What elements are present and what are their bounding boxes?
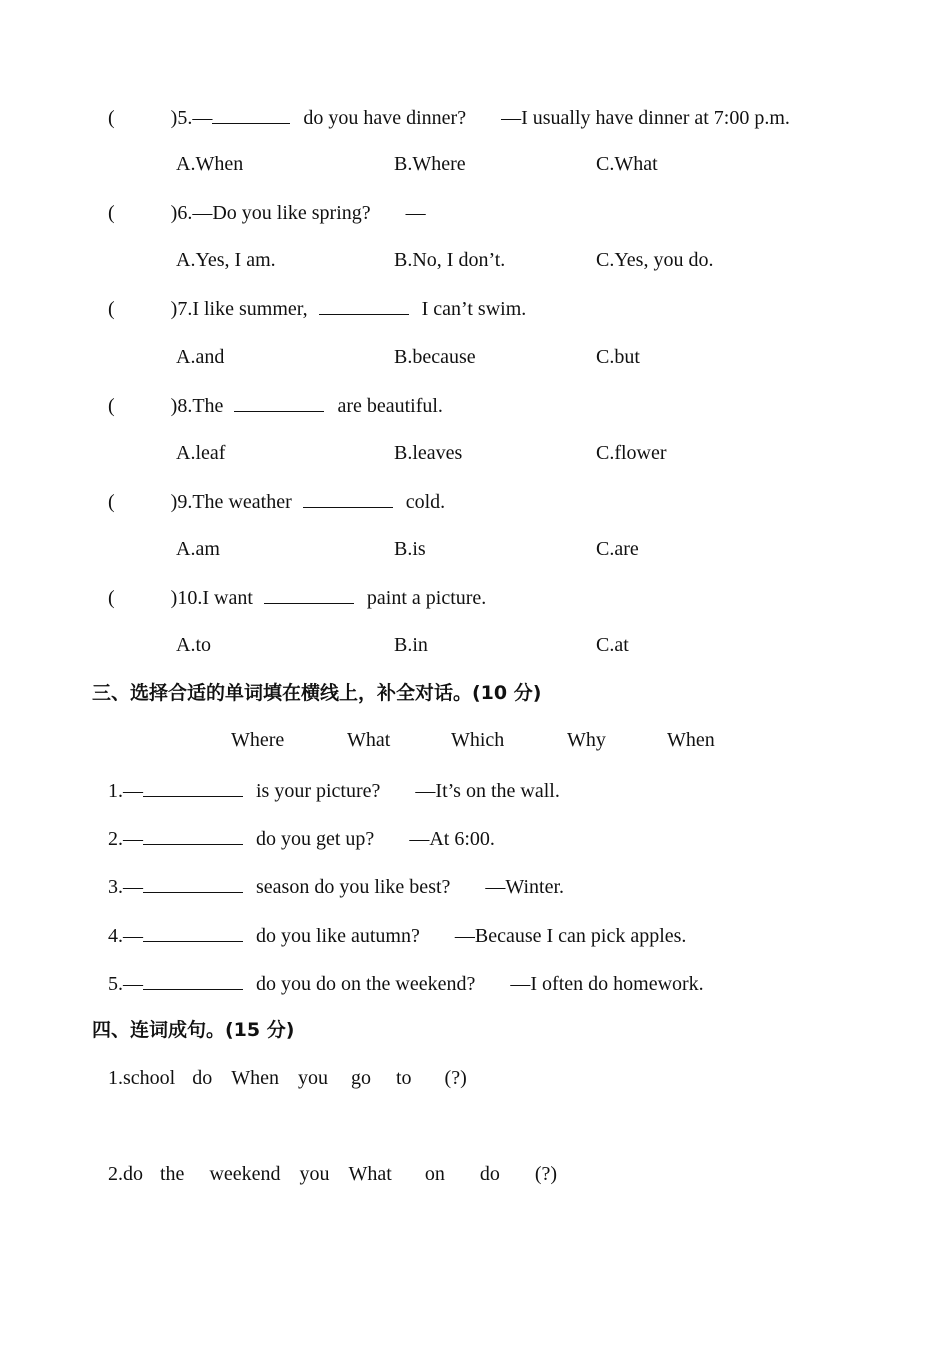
answer-paren: ( (108, 107, 115, 129)
word-bank-item: When (667, 729, 715, 751)
reorder-item-1 (108, 1066, 467, 1090)
question-9 (108, 489, 445, 514)
section-4-title: 四、连词成句。(15 分) (92, 1019, 295, 1041)
option-b: B.Where (394, 153, 466, 175)
scrambled-word: do (123, 1163, 143, 1185)
scrambled-word: you (297, 1067, 328, 1089)
dialogue-item-4 (108, 923, 686, 948)
option-b: B.is (394, 538, 426, 560)
item-reply: —I often do homework. (510, 973, 704, 995)
item-number: 1.— (108, 780, 143, 802)
question-number: )10. (170, 587, 203, 609)
option-b: B.in (394, 634, 428, 656)
option-b: B.leaves (394, 442, 463, 464)
answer-blank[interactable] (212, 105, 290, 124)
item-number: 2.— (108, 828, 143, 850)
answer-blank[interactable] (143, 874, 243, 893)
dash: — (192, 107, 213, 129)
section-3-title: 三、选择合适的单词填在横线上，补全对话。(10 分) (92, 682, 542, 704)
question-text: —Do you like spring? (192, 202, 371, 224)
item-reply: —Winter. (485, 876, 565, 898)
answer-blank[interactable] (143, 923, 243, 942)
answer-dash: — (405, 202, 426, 224)
option-a: A.and (176, 346, 225, 368)
item-text: do you do on the weekend? (256, 973, 476, 995)
item-reply: —Because I can pick apples. (454, 925, 687, 947)
option-c: C.are (596, 538, 639, 560)
question-text: The weather (192, 491, 292, 513)
scrambled-word: weekend (209, 1163, 281, 1185)
word-bank-item: Why (567, 729, 606, 751)
option-c: C.What (596, 153, 658, 175)
dialogue-item-2 (108, 826, 495, 851)
item-reply: —It’s on the wall. (415, 780, 560, 802)
item-number: 3.— (108, 876, 143, 898)
scrambled-word: the (160, 1163, 185, 1185)
answer-blank[interactable] (143, 826, 243, 845)
sentence-end-mark: (?) (444, 1067, 467, 1089)
question-text: paint a picture. (366, 587, 487, 609)
option-b: B.No, I don’t. (394, 249, 506, 271)
question-text: I can’t swim. (421, 298, 527, 320)
option-a: A.to (176, 634, 211, 656)
item-number: 5.— (108, 973, 143, 995)
item-number: 2. (108, 1163, 123, 1185)
answer-dash: — (501, 107, 522, 129)
scrambled-word: What (348, 1163, 392, 1185)
dialogue-item-5 (108, 971, 704, 996)
reorder-item-2 (108, 1162, 557, 1186)
scrambled-word: When (231, 1067, 279, 1089)
question-number: )5. (170, 107, 193, 129)
answer-blank[interactable] (143, 778, 243, 797)
sentence-end-mark: (?) (534, 1163, 558, 1185)
scrambled-word: you (299, 1163, 330, 1185)
option-a: A.Yes, I am. (176, 249, 276, 271)
question-10 (108, 585, 486, 610)
item-text: do you like autumn? (256, 925, 420, 947)
answer-blank[interactable] (143, 971, 243, 990)
answer-text: I usually have dinner at 7:00 p.m. (521, 107, 790, 129)
answer-paren: ( (108, 395, 115, 417)
question-5 (108, 105, 790, 130)
question-text: I want (202, 587, 253, 609)
answer-blank[interactable] (234, 393, 324, 412)
item-text: do you get up? (256, 828, 375, 850)
question-text: are beautiful. (337, 395, 443, 417)
option-b: B.because (394, 346, 476, 368)
scrambled-word: do (479, 1163, 500, 1185)
scrambled-word: on (424, 1163, 445, 1185)
option-a: A.am (176, 538, 220, 560)
item-number: 1. (108, 1067, 123, 1089)
option-c: C.flower (596, 442, 667, 464)
question-number: )6. (170, 202, 193, 224)
option-a: A.leaf (176, 442, 226, 464)
question-8 (108, 393, 443, 418)
question-text: do you have dinner? (303, 107, 467, 129)
question-6 (108, 201, 426, 225)
question-number: )9. (170, 491, 193, 513)
item-text: is your picture? (256, 780, 381, 802)
word-bank-item: Where (231, 729, 285, 751)
question-text: cold. (405, 491, 446, 513)
scrambled-word: do (192, 1067, 213, 1089)
question-7 (108, 296, 526, 321)
dialogue-item-1 (108, 778, 560, 803)
answer-paren: ( (108, 587, 115, 609)
option-c: C.Yes, you do. (596, 249, 714, 271)
scrambled-word: to (395, 1067, 412, 1089)
question-text: The (192, 395, 224, 417)
answer-paren: ( (108, 491, 115, 513)
question-number: )7. (170, 298, 193, 320)
word-bank-item: What (347, 729, 391, 751)
item-number: 4.— (108, 925, 143, 947)
scrambled-word: go (350, 1067, 371, 1089)
scrambled-word: school (123, 1067, 176, 1089)
dialogue-item-3 (108, 874, 564, 899)
answer-blank[interactable] (264, 585, 354, 604)
question-text: I like summer, (192, 298, 308, 320)
item-text: season do you like best? (256, 876, 451, 898)
answer-paren: ( (108, 202, 115, 224)
answer-blank[interactable] (303, 489, 393, 508)
item-reply: —At 6:00. (409, 828, 495, 850)
question-number: )8. (170, 395, 193, 417)
word-bank-item: Which (451, 729, 505, 751)
answer-paren: ( (108, 298, 115, 320)
option-a: A.When (176, 153, 244, 175)
option-c: C.at (596, 634, 629, 656)
option-c: C.but (596, 346, 640, 368)
answer-blank[interactable] (319, 296, 409, 315)
